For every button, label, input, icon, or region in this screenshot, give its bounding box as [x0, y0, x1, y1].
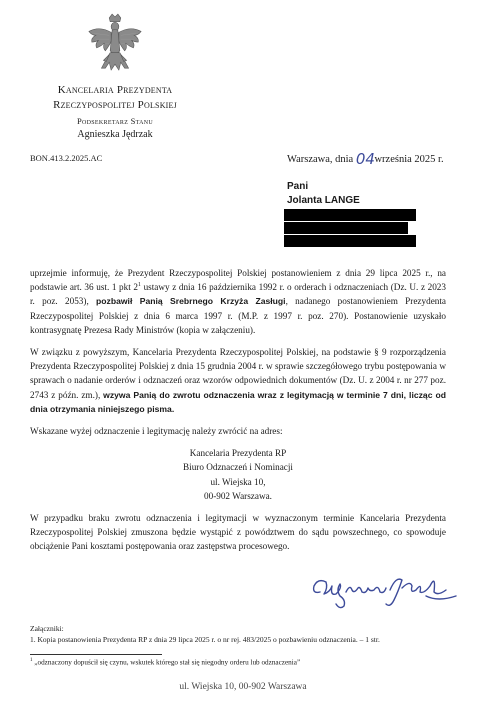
- official-title: Podsekretarz Stanu: [76, 116, 153, 126]
- paragraph-return-instruction: Wskazane wyżej odznaczenie i legitymację należy zwrócić na adres:: [30, 426, 283, 437]
- return-address: [30, 446, 446, 503]
- paragraph-summons: W związku z powyższym, Kancelaria Prezydenta Rzeczypospolitej Polskiej, na podstawie § 9 rozporządzenia Prezydenta Rzeczypospolitej Polskiej z dnia 15 grudnia 2004 r. w sprawie szczegółowego trybu postępowania w sprawach o nadanie orderów i odznaczeń oraz wzorów odpowiednich dokumentów (Dz. U. z 2004 r. nr 277 poz. 2743 z późn. zm.), wzywa Panią do zwrotu odznaczenia wraz z legitymacją w terminie 7 dni, licząc od dnia otrzymania niniejszego pisma.: [30, 347, 446, 414]
- date-suffix: września 2025 r.: [374, 154, 444, 165]
- return-address-line: Biuro Odznaczeń i Nominacji: [183, 462, 293, 473]
- official-name: Agnieszka Jędrzak: [77, 129, 153, 140]
- redaction-bar: [284, 235, 416, 247]
- decision-highlight: pozbawił Panią Srebrnego Krzyża Zasługi: [96, 296, 286, 307]
- return-address-line: Kancelaria Prezydenta RP: [189, 448, 287, 459]
- attachments-label: Załączniki:: [30, 624, 64, 633]
- polish-eagle-emblem-icon: [86, 12, 144, 76]
- issuing-office: [20, 83, 210, 141]
- footnote: [30, 658, 300, 666]
- handwritten-signature-icon: [306, 566, 468, 612]
- footer-address: ul. Wiejska 10, 00-902 Warszawa: [179, 682, 307, 692]
- recipient-name: Jolanta LANGE: [287, 195, 360, 206]
- letter-date: [287, 150, 444, 168]
- footnote-ref: 1: [137, 282, 141, 289]
- summons-highlight: wzywa Panią do zwrotu odznaczenia wraz z legitymacją w terminie 7 dni, licząc od dnia otrzymania niniejszego pisma.: [30, 389, 446, 414]
- redaction-bar: [284, 209, 416, 221]
- recipient-address: [287, 180, 360, 208]
- attachment-item: 1. Kopia postanowienia Prezydenta RP z dnia 29 lipca 2025 r. o nr rej. 483/2025 o pozbawieniu odznaczenia. – 1 str.: [30, 635, 380, 644]
- paragraph-decision: uprzejmie informuję, że Prezydent Rzeczypospolitej Polskiej postanowieniem z dnia 29 lipca 2025 r., na podstawie art. 36 ust. 1 pkt $2^1$ ustawy z dnia 16 października 1992 r. o orderach i odznaczeniach (Dz. U. z 2023 r. poz. 2053), pozbawił Panią Srebrnego Krzyża Zasługi, nadanego postanowieniem Prezydenta Rzeczypospolitej Polskiej z dnia 6 marca 1997 r. (M.P. z 1997 r. poz. 270). Postanowienie uzyskało kontrasygnatę Prezesa Rady Ministrów (kopia w załączeniu).: [30, 268, 446, 335]
- footnote-text: „odznaczony dopuścił się czynu, wskutek którego stał się niegodny orderu lub odznaczenia”: [32, 658, 301, 667]
- office-line-1: Kancelaria Prezydenta: [57, 84, 173, 96]
- reference-number: BON.413.2.2025.AC: [30, 153, 103, 163]
- paragraph-legal-consequence: W przypadku braku zwrotu odznaczenia i legitymacji w wyznaczonym terminie Kancelaria Prezydenta Rzeczypospolitej Polskiej zmuszona będzie wystąpić z powództwem do sądu powszechnego, co spowoduje obciążenie Pani kosztami postępowania oraz zastępstwa procesowego.: [30, 513, 446, 552]
- redaction-bar: [284, 222, 408, 234]
- footnote-marker: 1: [30, 658, 33, 663]
- return-address-line: 00-902 Warszawa.: [204, 490, 272, 501]
- letter-body: [30, 266, 446, 562]
- recipient-salutation: Pani: [287, 181, 309, 192]
- return-address-line: ul. Wiejska 10,: [210, 476, 266, 487]
- footnote-divider: [30, 654, 162, 655]
- date-prefix: Warszawa, dnia: [287, 154, 354, 165]
- date-day-handwritten: 04: [355, 150, 375, 168]
- office-line-2: Rzeczypospolitej Polskiej: [53, 99, 177, 111]
- attachments: [30, 623, 380, 645]
